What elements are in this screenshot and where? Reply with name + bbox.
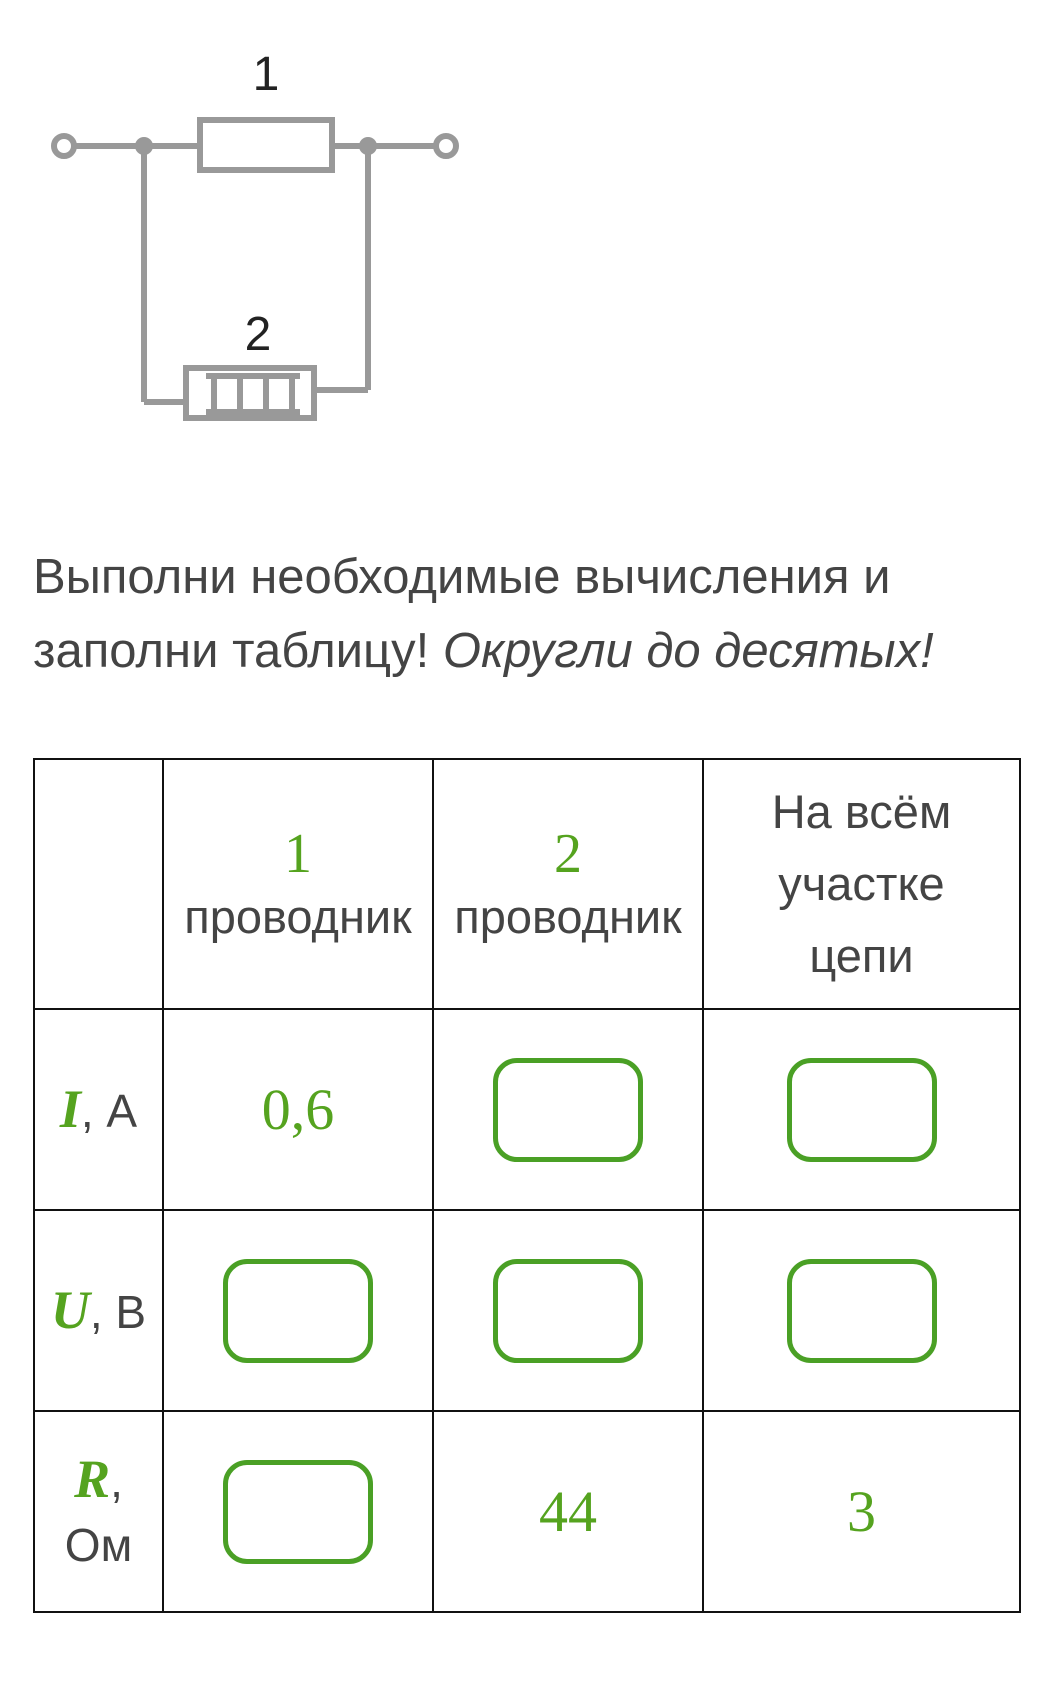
header-word: проводник bbox=[454, 890, 682, 943]
given-value: 44 bbox=[539, 1479, 597, 1544]
header-number: 2 bbox=[554, 823, 582, 885]
header-whole-text: На всём участке цепи bbox=[771, 785, 952, 982]
right-junction bbox=[359, 137, 377, 155]
header-whole-circuit bbox=[703, 759, 1020, 1009]
cell-voltage-1 bbox=[163, 1210, 433, 1411]
row-label-current bbox=[34, 1009, 163, 1210]
quantity-symbol: I bbox=[59, 1078, 81, 1139]
quantity-unit: , Ом bbox=[64, 1454, 133, 1571]
instructions-text: Выполни необходимые вычисления и заполни таблицу! bbox=[33, 550, 891, 678]
cell-current-1 bbox=[163, 1009, 433, 1210]
answer-input-voltage-2[interactable] bbox=[493, 1259, 643, 1363]
cell-voltage-total bbox=[703, 1210, 1020, 1411]
answer-table bbox=[33, 758, 1021, 1613]
quantity-symbol: U bbox=[50, 1279, 90, 1340]
answer-input-resistance-1[interactable] bbox=[223, 1460, 373, 1564]
instructions-emphasis: Округли до десятых! bbox=[442, 624, 934, 678]
row-label-resistance bbox=[34, 1411, 163, 1612]
cell-current-total bbox=[703, 1009, 1020, 1210]
header-word: проводник bbox=[184, 890, 412, 943]
given-value: 0,6 bbox=[261, 1077, 335, 1142]
cell-resistance-1 bbox=[163, 1411, 433, 1612]
given-value: 3 bbox=[847, 1479, 876, 1544]
resistor-2-label: 2 bbox=[244, 308, 272, 361]
table-row-current bbox=[34, 1009, 1020, 1210]
left-terminal bbox=[54, 136, 74, 156]
quantity-unit: , А bbox=[80, 1084, 138, 1137]
cell-resistance-2 bbox=[433, 1411, 703, 1612]
cell-voltage-2 bbox=[433, 1210, 703, 1411]
table-row-resistance bbox=[34, 1411, 1020, 1612]
resistor-1-label: 1 bbox=[252, 48, 280, 101]
header-conductor-2 bbox=[433, 759, 703, 1009]
row-label-voltage bbox=[34, 1210, 163, 1411]
answer-input-current-2[interactable] bbox=[493, 1058, 643, 1162]
resistor-1 bbox=[200, 120, 332, 170]
task-instructions bbox=[33, 540, 1013, 688]
quantity-symbol: R bbox=[74, 1448, 111, 1509]
left-junction bbox=[135, 137, 153, 155]
table-row-voltage bbox=[34, 1210, 1020, 1411]
header-conductor-1 bbox=[163, 759, 433, 1009]
cell-current-2 bbox=[433, 1009, 703, 1210]
circuit-diagram bbox=[50, 40, 470, 440]
quantity-unit: , В bbox=[89, 1285, 147, 1338]
answer-input-current-total[interactable] bbox=[787, 1058, 937, 1162]
table-header-row bbox=[34, 759, 1020, 1009]
header-corner-cell bbox=[34, 759, 163, 1009]
answer-input-voltage-1[interactable] bbox=[223, 1259, 373, 1363]
cell-resistance-total bbox=[703, 1411, 1020, 1612]
right-terminal bbox=[436, 136, 456, 156]
header-number: 1 bbox=[284, 823, 312, 885]
answer-input-voltage-total[interactable] bbox=[787, 1259, 937, 1363]
